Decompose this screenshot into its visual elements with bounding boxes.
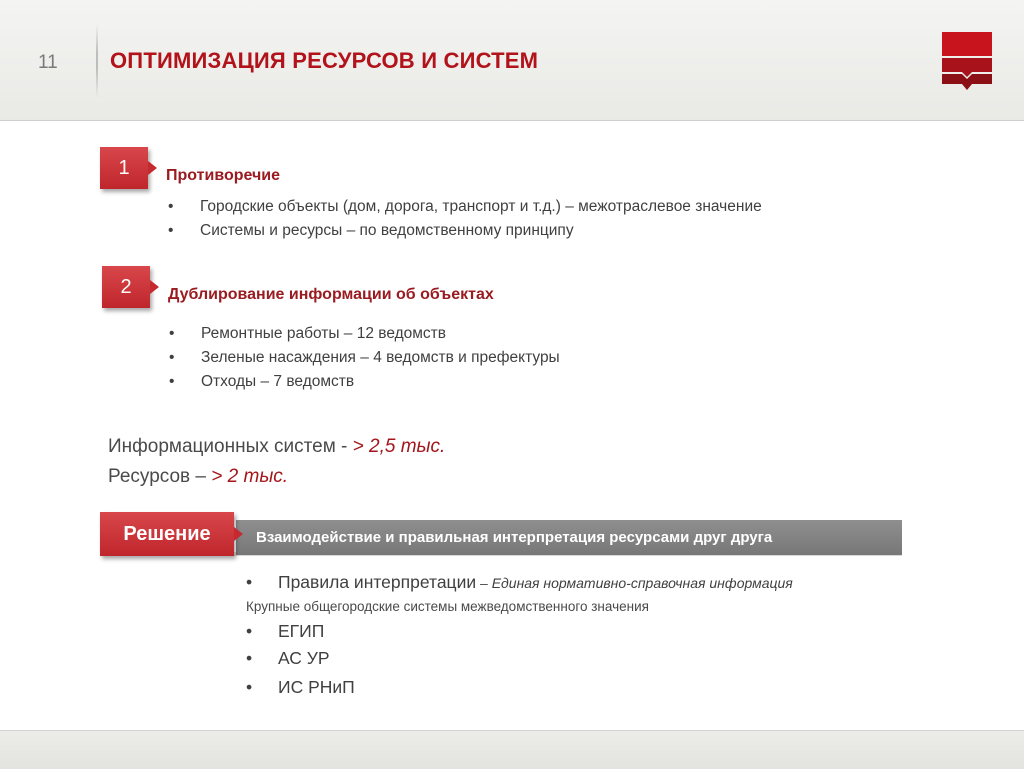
section-1-list bbox=[168, 195, 762, 243]
list-item: • Городские объекты (дом, дорога, транспорт и т.д.) – межотраслевое значение bbox=[168, 195, 762, 219]
bullet: • bbox=[169, 325, 175, 342]
rules-label: Правила интерпретации bbox=[278, 572, 477, 592]
section-2-heading: Дублирование информации об объектах bbox=[168, 286, 494, 303]
systems-count: Информационных систем - > 2,5 тыс. bbox=[108, 436, 446, 457]
bullet: • bbox=[168, 198, 174, 215]
bullet: • bbox=[169, 373, 175, 390]
bullet: • bbox=[246, 648, 253, 668]
rules-detail: – Единая нормативно-справочная информация bbox=[476, 575, 793, 591]
resources-count: Ресурсов – > 2 тыс. bbox=[108, 466, 289, 487]
section-2-number: 2 bbox=[120, 275, 132, 298]
solution-banner-text: Взаимодействие и правильная интерпретация ресурсами друг друга bbox=[256, 529, 773, 546]
section-2-number-badge bbox=[102, 266, 150, 308]
list-item: • Системы и ресурсы – по ведомственному принципу bbox=[168, 219, 762, 243]
list-item: • Зеленые насаждения – 4 ведомств и префектуры bbox=[169, 346, 560, 370]
slide-title: ОПТИМИЗАЦИЯ РЕСУРСОВ И СИСТЕМ bbox=[110, 48, 539, 73]
bullet: • bbox=[246, 621, 253, 641]
system-item: • ЕГИП bbox=[246, 621, 325, 641]
list-item: • Ремонтные работы – 12 ведомств bbox=[169, 322, 560, 346]
bullet: • bbox=[168, 222, 174, 239]
logo-icon bbox=[942, 32, 992, 92]
system-item: • ИС РНиП bbox=[246, 677, 355, 697]
list-item: • Отходы – 7 ведомств bbox=[169, 370, 560, 394]
bullet: • bbox=[246, 572, 253, 592]
system-item: • АС УР bbox=[246, 648, 330, 668]
rules-item bbox=[246, 572, 793, 593]
slide-number: 11 bbox=[38, 52, 58, 73]
systems-note: Крупные общегородские системы межведомственного значения bbox=[246, 599, 649, 614]
solution-label-badge bbox=[100, 512, 234, 556]
section-1-number: 1 bbox=[118, 156, 130, 179]
slide-header bbox=[0, 0, 1024, 121]
bullet: • bbox=[246, 677, 253, 697]
slide-footer bbox=[0, 730, 1024, 769]
section-2-list bbox=[169, 322, 560, 394]
stats-block bbox=[108, 432, 445, 492]
bullet: • bbox=[169, 349, 175, 366]
solution-label: Решение bbox=[123, 522, 211, 545]
solution-banner bbox=[236, 520, 902, 555]
section-1-heading: Противоречие bbox=[166, 167, 281, 184]
header-divider bbox=[96, 24, 98, 98]
section-1-number-badge bbox=[100, 147, 148, 189]
